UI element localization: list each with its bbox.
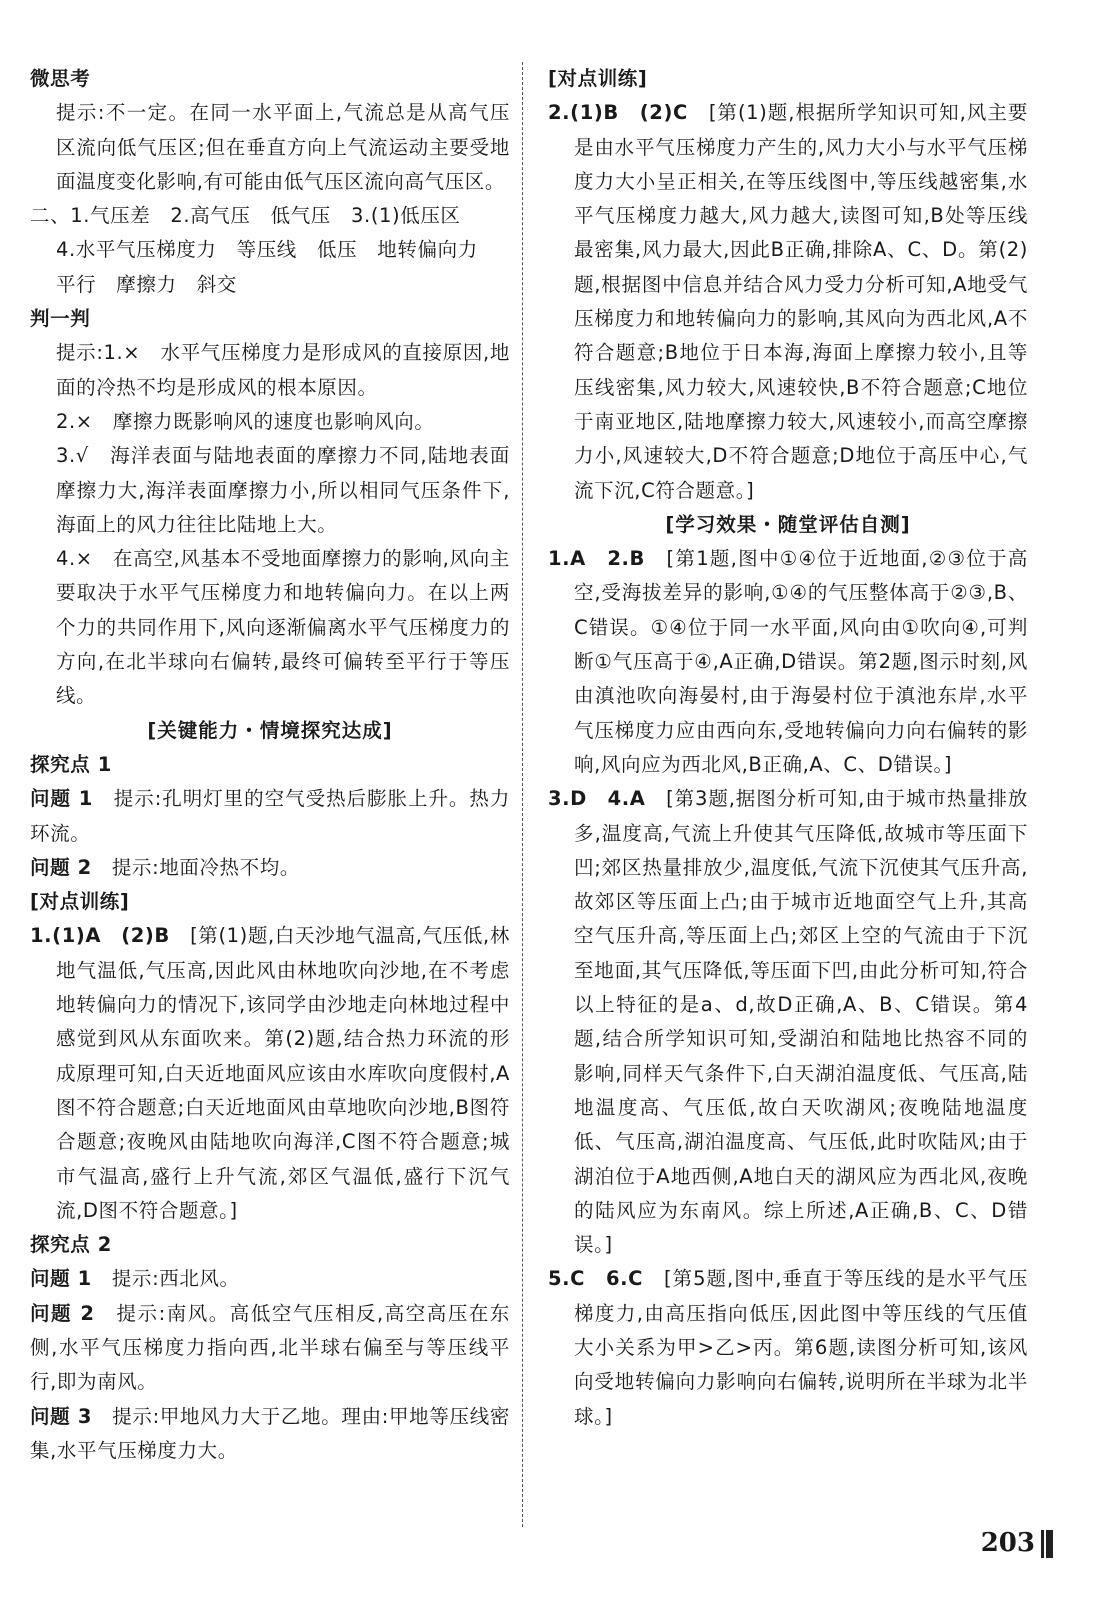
question-label: 问题 1 [30,1267,92,1291]
answer-explanation: [第(1)题,根据所学知识可知,风主要是由水平气压梯度力产生的,风力大小与水平气压梯度力大小呈正相关,在等压线图中,等压线越密集,水平气压梯度力越大,风力越大,读图可知,B处等压线最密集,风力最大,因此B正确,排除A、C、D。第(2)题,根据图中信息并结合风力受力分析可知,A地受气压梯度力和地转偏向力的影响,其风向为西北风,A不符合题意;B地位于日本海,海面上摩擦力较小,且等压线密集,风力较大,风速较快,B不符合题意;C地位于南亚地区,陆地摩擦力较大,风速较小,而高空摩擦力小,风速较大,D不符合题意;D地位于高压中心,气流下沉,C符合题意。] [574,101,1028,502]
micro-think-heading: 微思考 [30,67,91,90]
training-heading-1: [对点训练] [30,890,130,914]
question-label: 问题 3 [30,1404,92,1428]
training-answer-1 [30,919,510,1228]
answer-key: 3.D 4.A [548,787,646,811]
right-column [548,62,1028,1434]
explore2-question2 [30,1297,510,1400]
page-number: 203 [980,1528,1035,1558]
part2-line3: 平行 摩擦力 斜交 [56,272,237,296]
judge-item-1: 提示:1.× 水平气压梯度力是形成风的直接原因,地面的冷热不均是形成风的根本原因。 [56,341,510,399]
training-answer-2 [548,96,1028,508]
micro-think-text: 提示:不一定。在同一水平面上,气流总是从高气压区流向低气压区;但在垂直方向上气流运动主要受地面温度变化影响,有可能由低气压区流向高气压区。 [56,101,510,193]
answer-explanation: [第3题,据图分析可知,由于城市热量排放多,温度高,气流上升使其气压降低,故城市等压面下凹;郊区热量排放少,温度低,气流下沉使其气压升高,故郊区等压面上凸;由于城市近地面空气上升,其高空气压升高,等压面上凸;郊区上空的气流由于下沉至地面,其气压降低,等压面下凹,由此分析可知,符合以上特征的是a、d,故D正确,A、B、C错误。第4题,结合所学知识可知,受湖泊和陆地比热容不同的影响,同样天气条件下,白天湖泊温度低、气压高,陆地温度高、气压低,故白天吹湖风;夜晚陆地温度低、气压高,湖泊温度高、气压低,此时吹陆风;由于湖泊位于A地西侧,A地白天的湖风应为西北风,夜晚的陆风应为东南风。综上所述,A正确,B、C、D错误。] [574,787,1028,1257]
question-answer: 提示:南风。高低空气压相反,高空高压在东侧,水平气压梯度力指向西,北半球右偏至与等压线平行,即为南风。 [30,1301,510,1394]
explore1-question1 [30,782,510,851]
part2-line1: 二、1.气压差 2.高气压 低气压 3.(1)低压区 [30,204,461,228]
answer-key: 5.C 6.C [548,1267,644,1291]
question-answer: 提示:孔明灯里的空气受热后膨胀上升。热力环流。 [30,787,510,845]
question-answer: 提示:地面冷热不均。 [111,855,300,879]
question-label: 问题 1 [30,787,93,811]
left-column [30,62,510,1468]
answer-explanation: [第5题,图中,垂直于等压线的是水平气压梯度力,由高压指向低压,因此图中等压线的气压值大小关系为甲>乙>丙。第6题,读图分析可知,该风向受地转偏向力影响向右偏转,说明所在半球为北半球。] [574,1267,1028,1428]
key-ability-title: [关键能力・情境探究达成] [147,718,393,742]
judge-heading: 判一判 [30,307,91,331]
explore2-question1 [30,1262,510,1296]
page-edge-bar-icon [1041,1530,1053,1558]
answer-key: 1.(1)A (2)B [30,924,170,948]
column-divider [522,62,523,1527]
question-answer: 提示:西北风。 [111,1267,240,1291]
part2-line2: 4.水平气压梯度力 等压线 低压 地转偏向力 [56,238,478,262]
training-heading-2: [对点训练] [548,67,648,90]
self-test-answer-3-4 [548,782,1028,1262]
answer-explanation: [第(1)题,白天沙地气温高,气压低,林地气温低,气压高,因此风由林地吹向沙地,在不考虑地转偏向力的情况下,该同学由沙地走向林地过程中感觉到风从东面吹来。第(2)题,结合热力环流的形成原理可知,白天近地面风应该由水库吹向度假村,A图不符合题意;白天近地面风由草地吹向沙地,B图符合题意;夜晚风由陆地吹向海洋,C图不符合题意;城市气温高,盛行上升气流,郊区气温低,盛行下沉气流,D图不符合题意。] [56,924,510,1222]
explore-point-1: 探究点 1 [30,752,112,776]
explore1-question2 [30,851,510,885]
self-test-title: [学习效果・随堂评估自测] [665,512,911,536]
question-answer: 提示:甲地风力大于乙地。理由:甲地等压线密集,水平气压梯度力大。 [30,1404,510,1462]
explore2-question3 [30,1400,510,1469]
answer-explanation: [第1题,图中①④位于近地面,②③位于高空,受海拔差异的影响,①④的气压整体高于②③,B、C错误。①④位于同一水平面,风向由①吹向④,可判断①气压高于④,A正确,D错误。第2题,图示时刻,风由滇池吹向海晏村,由于海晏村位于滇池东岸,水平气压梯度力应由西向东,受地转偏向力向右偏转的影响,风向应为西北风,B正确,A、C、D错误。] [574,547,1029,776]
answer-key: 2.(1)B (2)C [548,101,688,125]
question-label: 问题 2 [30,1301,95,1325]
self-test-answer-5-6 [548,1262,1028,1433]
question-label: 问题 2 [30,855,92,879]
self-test-answer-1-2 [548,542,1028,782]
explore-point-2: 探究点 2 [30,1233,112,1257]
judge-item-3: 3.√ 海洋表面与陆地表面的摩擦力不同,陆地表面摩擦力大,海洋表面摩擦力小,所以相同气压条件下,海面上的风力往往比陆地上大。 [56,444,510,536]
answer-key: 1.A 2.B [548,547,645,571]
judge-item-4: 4.× 在高空,风基本不受地面摩擦力的影响,风向主要取决于水平气压梯度力和地转偏向力。在以上两个力的共同作用下,风向逐渐偏离水平气压梯度力的方向,在北半球向右偏转,最终可偏转至平行于等压线。 [56,547,510,708]
judge-item-2: 2.× 摩擦力既影响风的速度也影响风向。 [56,409,435,433]
